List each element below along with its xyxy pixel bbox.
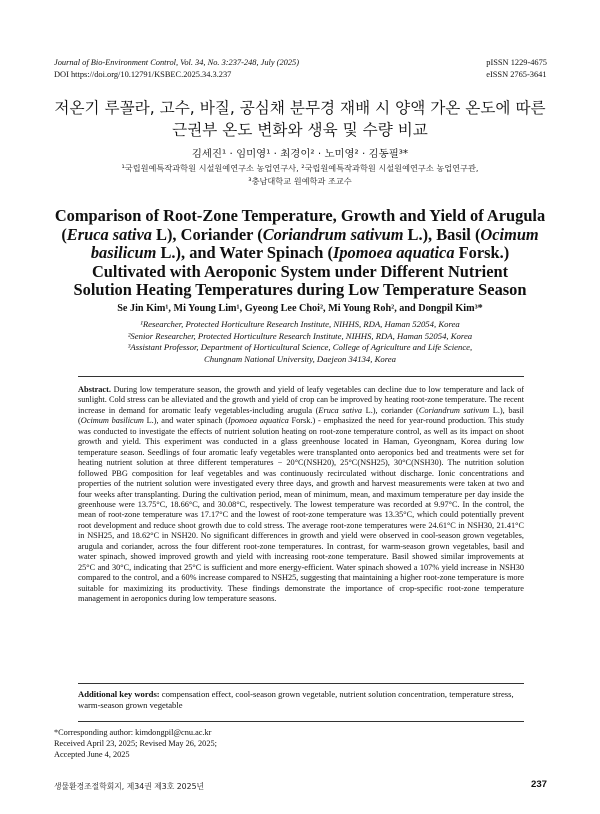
footnote xyxy=(54,727,354,760)
english-title xyxy=(30,207,570,300)
korean-title xyxy=(0,97,600,141)
journal-header xyxy=(54,57,299,80)
doi-line[interactable]: DOI https://doi.org/10.12791/KSBEC.2025.34.3.237 xyxy=(54,69,232,79)
english-title-line: Cultivated with Aeroponic System under Different Nutrient xyxy=(91,261,509,281)
pissn: pISSN 1229-4675 xyxy=(486,58,547,67)
korean-title-line: 근권부 온도 변화와 생육 및 수량 비교 xyxy=(172,121,428,139)
korean-authors: 김세진¹ · 임미영¹ · 최경이² · 노미영² · 김동필³* xyxy=(191,148,409,160)
english-affiliation-line: ¹Researcher, Protected Horticulture Research Institute, NIHHS, RDA, Haman 52054, Korea xyxy=(140,319,460,329)
english-title-line: (Eruca sativa L), Coriander (Coriandrum sativum L.), Basil (Ocimum xyxy=(61,224,539,244)
issn-block xyxy=(486,57,547,80)
keywords xyxy=(78,689,524,711)
korean-title-line: 저온기 루꼴라, 고수, 바질, 공심채 분무경 재배 시 양액 가온 온도에 따른 xyxy=(54,99,546,117)
keywords-text: compensation effect, cool-season grown vegetable, nutrient solution concentration, temperature stress, warm-season grown vegetable xyxy=(78,689,514,710)
abstract-label: Abstract. xyxy=(78,385,111,394)
accepted-date: Accepted June 4, 2025 xyxy=(54,750,130,759)
keywords-label: Additional key words: xyxy=(78,689,160,699)
journal-citation: Journal of Bio-Environment Control, Vol. 34, No. 3:237-248, July (2025) xyxy=(54,58,300,67)
korean-affiliation-line: ³충남대학교 원예학과 조교수 xyxy=(248,176,352,186)
english-affiliation-line: ²Senior Researcher, Protected Horticulture Research Institute, NIHHS, RDA, Haman 52054, Korea xyxy=(127,330,473,341)
english-title-line: basilicum L.), and Water Spinach (Ipomoea aquatica Forsk.) xyxy=(90,243,510,263)
korean-affiliations xyxy=(0,162,600,188)
footer-journal-korean: 생물환경조절학회지, 제34권 제3호 2025년 xyxy=(54,782,205,791)
english-affiliation-line: ³Assistant Professor, Department of Horticultural Science, College of Agriculture and Life Science, xyxy=(127,342,473,353)
english-authors: Se Jin Kim¹, Mi Young Lim¹, Gyeong Lee Choi², Mi Young Roh², and Dongpil Kim³* xyxy=(117,303,483,314)
english-affiliation-line: Chungnam National University, Daejeon 34134, Korea xyxy=(204,353,396,364)
english-title-line: Solution Heating Temperatures during Low Temperature Season xyxy=(73,280,527,300)
divider xyxy=(78,683,524,684)
eissn: eISSN 2765-3641 xyxy=(486,69,547,79)
page-number: 237 xyxy=(530,779,547,790)
korean-affiliation-line: ¹국립원예특작과학원 시설원예연구소 농업연구사, ²국립원예특작과학원 시설원예연구소 농업연구관, xyxy=(121,163,479,173)
divider xyxy=(78,376,524,377)
english-affiliations xyxy=(0,319,600,365)
received-date: Received April 23, 2025; Revised May 26, 2025; xyxy=(54,739,217,748)
corresponding-author[interactable]: *Corresponding author: kimdongpil@cnu.ac.kr xyxy=(54,728,212,737)
english-title-line: Comparison of Root-Zone Temperature, Growth and Yield of Arugula xyxy=(54,206,546,225)
abstract: Abstract. During low temperature season, the growth and yield of leafy vegetables can decline due to low temperature and lack of sunlight. Cold stress can be alleviated and the growth and yield of crop can be improved by heating root-zone temperature. The recent increase in demand for aromatic leafy vegetables-including arugula (Eruca sativa L.), coriander (Coriandrum sativum L.), basil (Ocimum basilicum L.), and water spinach (Ipomoea aquatica Forsk.) - emphasized the need for year-round production. This study was conducted to investigate the effects of nutrient solution heating on root-zone temperature control, as well as its impact on shoot growth and yield. This experiment was conducted in a glass greenhouse located in Haman, Gyeongnam, Korea during low temperature season. Seedlings of four aromatic leafy vegetables were transplanted onto aeroponics bed and treatments were set for heating nutrient solution at three different temperatures − 20°C(NSH20), 25°C(NSH25), 30°C(NSH30). The nutrition solution followed PBG composition for leaf vegetables and was continuously recirculated without discharge. Ionic concentrations and properties of the nutrient solution were investigated every three days, and growth and harvest measurements were taken at two and four weeks after transplanting. During the cultivation period, mean of minimum, mean, and maximum temperature per day inside the greenhouse were 13.75°C, 18.66°C, and 30.08°C, respectively. The lowest temperature was recorded at 9.97°C. In the control, the mean of root-zone temperature was 17.17°C and the lowest of root-zone temperature was 13.35°C, which could potentially prevent root development and reduce shoot growth due to cold stress. The average root-zone temperatures were 24.61°C in NSH30, 21.41°C in NSH25, and 18.62°C in NSH20. No significant differences in growth and yield were observed in cool-season grown vegetables, arugula and coriander, across the four different root-zone temperatures. In contrast, for warm-season grown vegetables, basil and water spinach, showed improved growth and yield with increasing root-zone temperature. Basil showed similar improvements at 25°C and 30°C, indicating that 25°C is sufficient and more energy-efficient. Water spinach showed a 107% yield increase in NSH30 compared to the control, and a 60% increase compared to NSH25, suggesting that maintaining a higher root-zone temperature is more suitable for maximizing its productivity. These findings demonstrate the importance of crop-specific root-zone temperature management in aeroponics during low temperature seasons. xyxy=(78,385,525,604)
divider xyxy=(78,721,524,722)
